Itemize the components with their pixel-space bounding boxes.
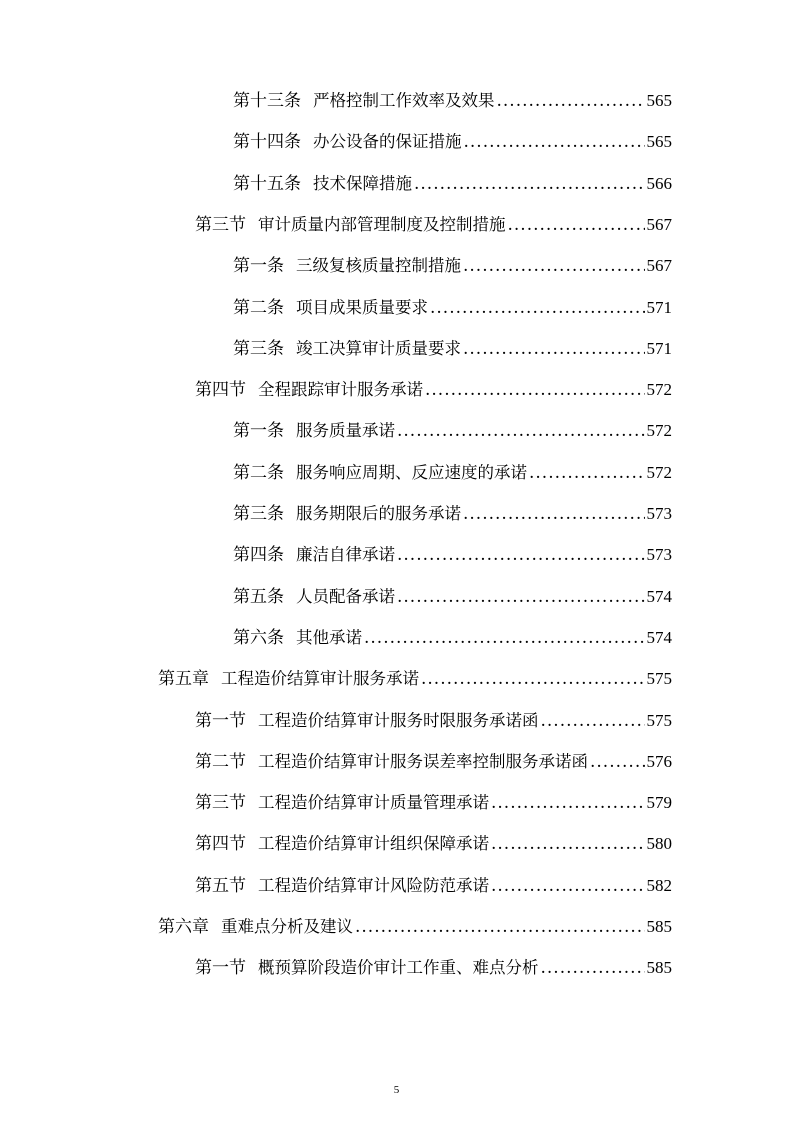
toc-entry-page: 575 [646,710,672,730]
dot-leader [508,214,645,236]
toc-entry-title: 人员配备承诺 [296,586,395,606]
dot-leader [397,586,645,608]
toc-entry-title: 严格控制工作效率及效果 [313,91,495,110]
toc-entry-title: 工程造价结算审计组织保障承诺 [258,834,489,854]
toc-entry-title: 审计质量内部管理制度及控制措施 [258,214,506,234]
toc-entry[interactable] [233,297,672,319]
toc-entry[interactable] [195,214,672,236]
dot-leader [464,131,645,153]
toc-entry-title: 概预算阶段造价审计工作重、难点分析 [258,958,539,978]
toc-entry[interactable] [195,957,672,979]
toc-entry[interactable] [233,173,672,195]
toc-entry-number: 第四节 [195,380,246,401]
dot-leader [491,875,645,897]
toc-entry-page: 576 [646,751,672,771]
toc-entry[interactable] [233,131,672,153]
toc-entry-number: 第三条 [233,504,284,524]
dot-leader [414,173,645,195]
dot-leader [529,462,645,484]
dot-leader [364,627,645,649]
toc-entry-number: 第一节 [195,958,246,979]
page-number: 5 [393,1084,400,1096]
toc-entry[interactable] [233,544,672,566]
toc-entry-title: 其他承诺 [296,627,362,647]
toc-entry-page: 573 [646,504,672,523]
toc-entry-number: 第一条 [233,421,284,442]
dot-leader [355,916,645,938]
toc-entry[interactable] [158,916,672,938]
toc-entry-number: 第六章 [158,917,209,937]
toc-entry-number: 第三条 [233,338,284,359]
dot-leader [421,668,645,690]
toc-entry-page: 567 [646,214,672,234]
dot-leader [430,297,645,319]
toc-entry-page: 582 [646,875,672,895]
toc-entry[interactable] [195,751,672,773]
toc-entry[interactable] [195,792,672,814]
toc-entry-page: 565 [646,91,672,110]
toc-entry-number: 第二条 [233,462,284,483]
toc-entry[interactable] [233,627,672,649]
toc-entry-number: 第四条 [233,545,284,566]
dot-leader [463,255,645,277]
toc-entry-page: 571 [646,297,672,317]
toc-entry-page: 567 [646,256,672,276]
toc-entry-title: 办公设备的保证措施 [313,132,462,152]
dot-leader [425,379,645,401]
toc-entry[interactable] [195,710,672,732]
toc-entry-title: 全程跟踪审计服务承诺 [258,380,423,400]
dot-leader [491,833,645,855]
toc-entry-page: 572 [646,380,672,400]
toc-entry-title: 工程造价结算审计服务误差率控制服务承诺函 [258,751,588,771]
toc-entry-page: 579 [646,793,672,813]
dot-leader [541,957,645,979]
toc-entry-title: 服务响应周期、反应速度的承诺 [296,462,527,482]
toc-entry-number: 第五章 [158,669,209,690]
dot-leader [397,420,645,442]
toc-entry-number: 第一节 [195,710,246,731]
toc-entry[interactable] [195,379,672,401]
toc-entry-title: 项目成果质量要求 [296,297,428,317]
toc-entry-title: 廉洁自律承诺 [296,545,395,565]
toc-entry-number: 第四节 [195,834,246,855]
toc-entry-title: 竣工决算审计质量要求 [296,338,461,358]
toc-entry-number: 第三节 [195,214,246,235]
toc-entry[interactable] [233,462,672,484]
toc-entry-page: 572 [646,462,672,482]
toc-entry[interactable] [233,90,672,112]
dot-leader [497,90,645,112]
toc-entry-page: 573 [646,545,672,565]
toc-entry-title: 工程造价结算审计质量管理承诺 [258,793,489,813]
toc-entry-number: 第十五条 [233,173,301,194]
toc-entry-title: 三级复核质量控制措施 [296,256,461,276]
toc-entry-page: 574 [646,627,672,647]
toc-entry-title: 工程造价结算审计风险防范承诺 [258,875,489,895]
toc-entry-number: 第二节 [195,751,246,772]
toc-entry-number: 第十四条 [233,132,301,153]
toc-entry-page: 574 [646,586,672,606]
toc-entry-page: 565 [646,132,672,152]
toc-entry-number: 第一条 [233,256,284,277]
toc-entry[interactable] [233,338,672,360]
toc-entry-page: 580 [646,834,672,854]
dot-leader [463,503,645,525]
toc-entry[interactable] [233,420,672,442]
toc-entry-number: 第六条 [233,627,284,648]
toc-entry-number: 第二条 [233,297,284,318]
dot-leader [491,792,645,814]
toc-entry-number: 第五条 [233,586,284,607]
toc-entry-number: 第三节 [195,793,246,814]
dot-leader [541,710,645,732]
toc-entry-number: 第十三条 [233,91,301,111]
toc-entry[interactable] [233,255,672,277]
toc-entry-page: 571 [646,338,672,358]
toc-entry-title: 服务质量承诺 [296,421,395,441]
toc-entry-title: 服务期限后的服务承诺 [296,504,461,523]
toc-entry-title: 技术保障措施 [313,173,412,193]
toc-entry-page: 572 [646,421,672,441]
dot-leader [590,751,645,773]
toc-entry-page: 575 [646,669,672,689]
dot-leader [397,544,645,566]
toc-entry-page: 585 [646,958,672,978]
toc-entry[interactable] [195,875,672,897]
toc-entry-page: 566 [646,173,672,193]
toc-entry-title: 重难点分析及建议 [221,917,353,936]
toc-entry-page: 585 [646,917,672,936]
toc-entry-title: 工程造价结算审计服务时限服务承诺函 [258,710,539,730]
toc-entry[interactable] [233,503,672,525]
toc-entry-number: 第五节 [195,875,246,896]
dot-leader [463,338,645,360]
toc-entry[interactable] [195,833,672,855]
toc-entry[interactable] [158,668,672,690]
toc-entry-title: 工程造价结算审计服务承诺 [221,669,419,689]
toc-entry[interactable] [233,586,672,608]
